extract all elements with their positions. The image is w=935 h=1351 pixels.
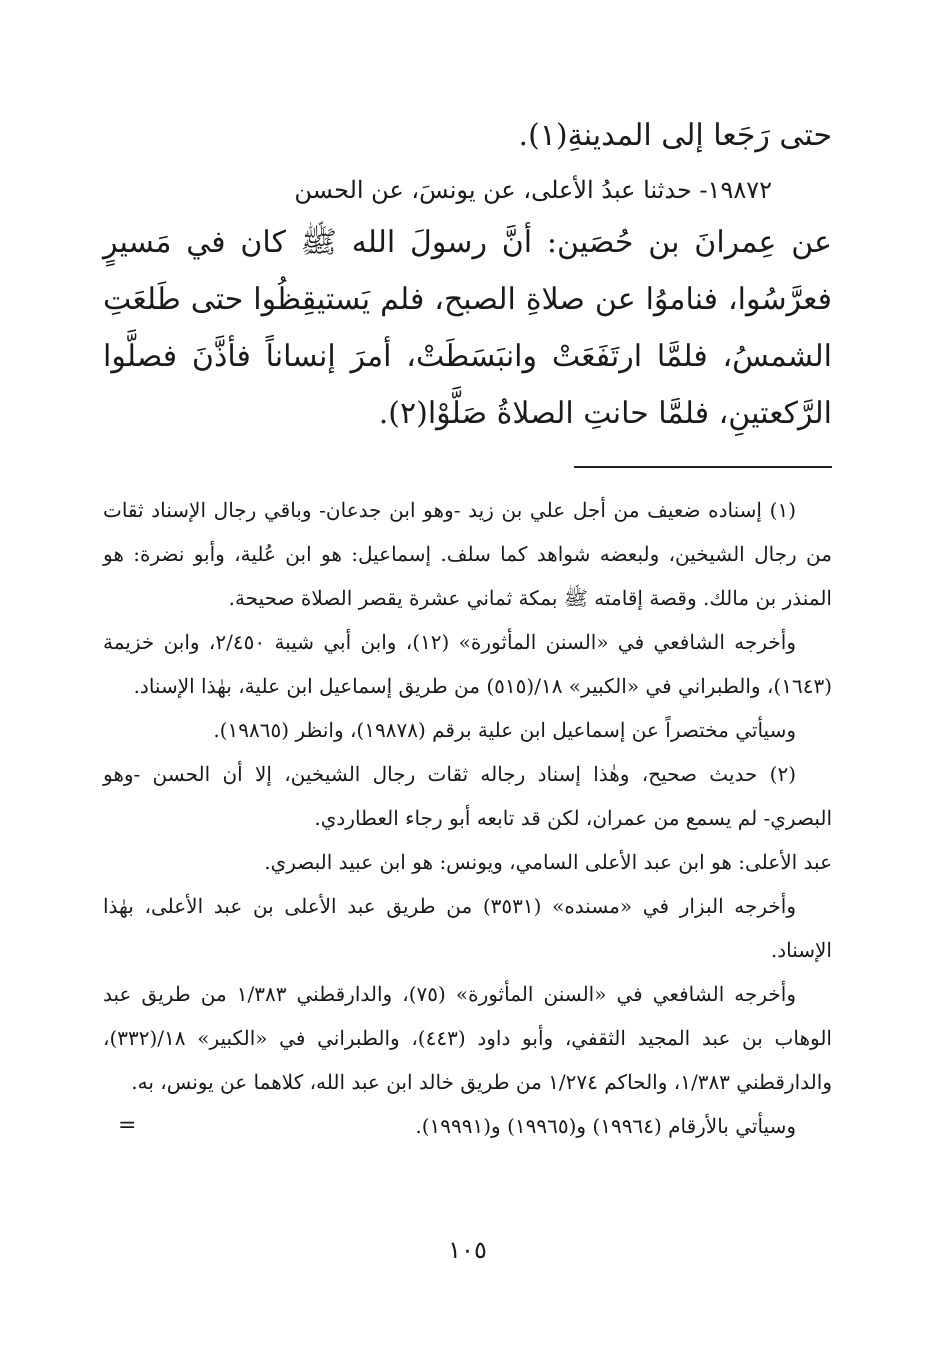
- page-number: ١٠٥: [448, 1236, 487, 1264]
- footnotes: [103, 488, 832, 1148]
- footnote-paragraph: عبد الأعلى: هو ابن عبد الأعلى السامي، ويونس: هو ابن عبيد البصري.: [264, 850, 832, 874]
- main-text: [103, 110, 832, 442]
- footnote-2: (٢) حديث صحيح، وهٰذا إسناد رجاله ثقات رجال الشيخين، إلا أن الحسن -وهو البصري- لم يسمع من عمران، لكن قد تابعه أبو رجاء العطاردي.: [103, 762, 832, 830]
- hadith-header: ١٩٨٧٢- حدثنا عبدُ الأعلى، عن يونسَ، عن الحسن: [294, 176, 772, 204]
- footnote-paragraph: وسيأتي مختصراً عن إسماعيل ابن علية برقم (١٩٨٧٨)، وانظر (١٩٨٦٥).: [213, 718, 796, 742]
- footnote-paragraph: وأخرجه الشافعي في «السنن المأثورة» (١٢)، وابن أبي شيبة ٢/٤٥٠، وابن خزيمة (١٦٤٣)، والطبراني في «الكبير» ١٨/(٥١٥) من طريق إسماعيل ابن علية، بهٰذا الإسناد.: [103, 630, 832, 698]
- footnote-1: (١) إسناده ضعيف من أجل علي بن زيد -وهو ابن جدعان- وباقي رجال الإسناد ثقات من رجال الشيخين، ولبعضه شواهد كما سلف. إسماعيل: هو ابن عُلية، وأبو نضرة: هو المنذر بن مالك. وقصة إقامته ﷺ بمكة ثماني عشرة يقصر الصلاة صحيحة.: [103, 498, 832, 610]
- continuation-line: حتى رَجَعا إلى المدينةِ(١).: [518, 118, 832, 153]
- footnote-paragraph: وسيأتي بالأرقام (١٩٩٦٤) و(١٩٩٦٥) و(١٩٩٩١).: [415, 1114, 796, 1138]
- footnote-separator: [574, 466, 832, 468]
- footnote-paragraph: وأخرجه الشافعي في «السنن المأثورة» (٧٥)، والدارقطني ١/٣٨٣ من طريق عبد الوهاب بن عبد المجيد الثقفي، وأبو داود (٤٤٣)، والطبراني في «الكبير» ١٨/(٣٣٢)، والدارقطني ١/٣٨٣، والحاكم ١/٢٧٤ من طريق خالد ابن عبد الله، كلاهما عن يونس، به.: [103, 982, 832, 1094]
- footnote-last-line: [103, 1104, 832, 1148]
- continuation-mark: =: [118, 1113, 137, 1138]
- footnote-paragraph: وأخرجه البزار في «مسنده» (٣٥٣١) من طريق عبد الأعلى بن عبد الأعلى، بهٰذا الإسناد.: [103, 894, 832, 962]
- hadith-body: عن عِمرانَ بن حُصَين: أنَّ رسولَ الله ﷺ كان في مَسيرٍ فعرَّسُوا، فناموُا عن صلاةِ الصبح، فلم يَستيقِظُوا حتى طَلعَتِ الشمسُ، فلمَّا ارتَفَعَتْ وانبَسَطَتْ، أمرَ إنساناً فأذَّنَ فصلَّوا الرَّكعتينِ، فلمَّا حانتِ الصلاةُ صَلَّوْا(٢).: [103, 225, 832, 431]
